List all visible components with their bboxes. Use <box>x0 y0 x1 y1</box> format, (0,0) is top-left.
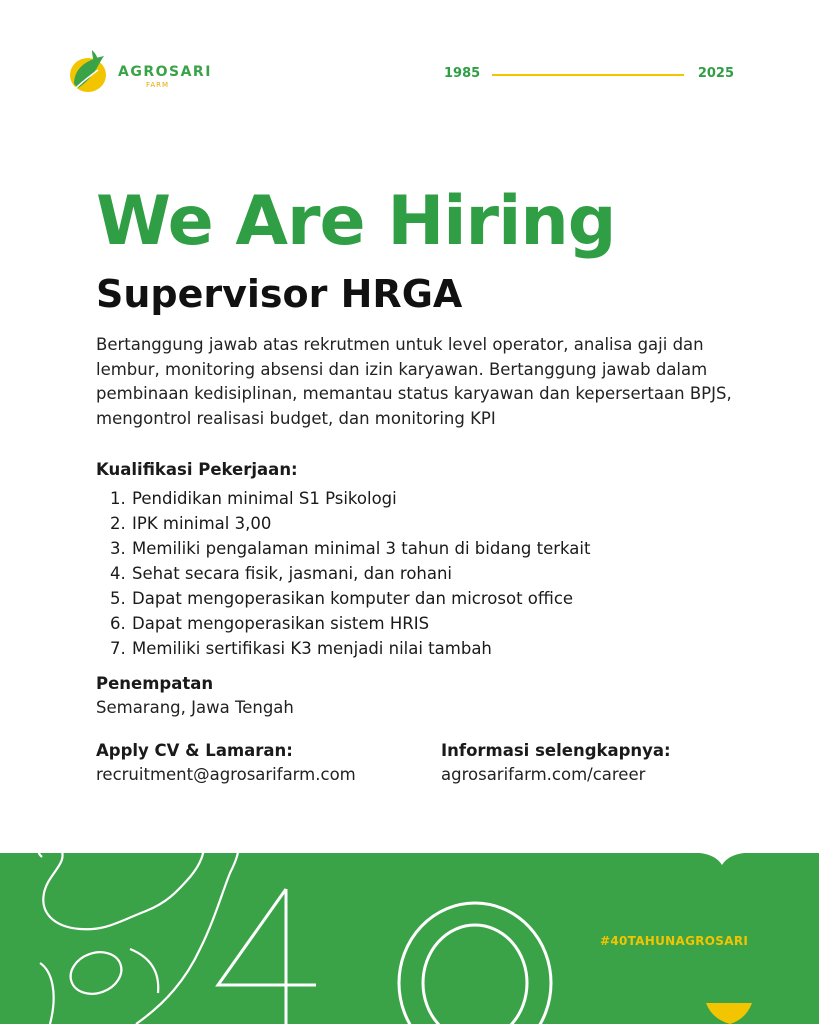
brand-subtitle: FARM <box>146 81 170 89</box>
job-description: Bertanggung jawab atas rekrutmen untuk level operator, analisa gaji dan lembur, monitoring absensi dan izin karyawan. Bertanggung jawab dalam pembinaan kedisiplinan, memantau status karyawan dan kepersertaan BPJS, mengontrol realisasi budget, dan monitoring KPI <box>96 335 732 428</box>
career-website-link[interactable]: agrosarifarm.com/career <box>441 765 646 784</box>
placement-value: Semarang, Jawa Tengah <box>96 698 294 717</box>
item-text: Pendidikan minimal S1 Psikologi <box>132 489 397 508</box>
list-item <box>96 536 590 561</box>
timeline-start-year: 1985 <box>444 66 481 81</box>
item-text: Sehat secara fisik, jasmani, dan rohani <box>132 564 453 583</box>
list-item <box>96 511 590 536</box>
item-text: Dapat mengoperasikan sistem HRIS <box>132 614 430 633</box>
list-item <box>96 561 590 586</box>
item-number: 1. <box>110 489 126 508</box>
brand-logo <box>68 48 212 100</box>
item-text: Memiliki sertifikasi K3 menjadi nilai tambah <box>132 639 492 658</box>
placement-label: Penempatan <box>96 674 214 693</box>
list-item <box>96 586 590 611</box>
apply-label: Apply CV & Lamaran: <box>96 741 293 760</box>
apply-email-link[interactable]: recruitment@agrosarifarm.com <box>96 765 356 784</box>
qualifications-title: Kualifikasi Pekerjaan: <box>96 460 298 479</box>
item-number: 2. <box>110 514 126 533</box>
anniversary-timeline <box>444 66 734 82</box>
list-item <box>96 486 590 511</box>
job-position: Supervisor HRGA <box>96 272 463 316</box>
item-text: Memiliki pengalaman minimal 3 tahun di bidang terkait <box>132 539 591 558</box>
leaf-logo-icon <box>68 48 110 100</box>
list-item <box>96 611 590 636</box>
item-number: 3. <box>110 539 126 558</box>
qualifications-list <box>96 486 590 661</box>
list-item <box>96 636 590 661</box>
item-text: IPK minimal 3,00 <box>132 514 272 533</box>
info-label: Informasi selengkapnya: <box>441 741 671 760</box>
anniversary-hashtag: #40TAHUNAGROSARI <box>600 934 749 948</box>
headline: We Are Hiring <box>96 182 616 261</box>
timeline-end-year: 2025 <box>697 66 734 81</box>
item-number: 7. <box>110 639 126 658</box>
item-number: 5. <box>110 589 126 608</box>
item-number: 4. <box>110 564 126 583</box>
item-text: Dapat mengoperasikan komputer dan microsot office <box>132 589 574 608</box>
timeline-line <box>492 74 684 76</box>
item-number: 6. <box>110 614 126 633</box>
brand-name: AGROSARI <box>118 64 212 80</box>
